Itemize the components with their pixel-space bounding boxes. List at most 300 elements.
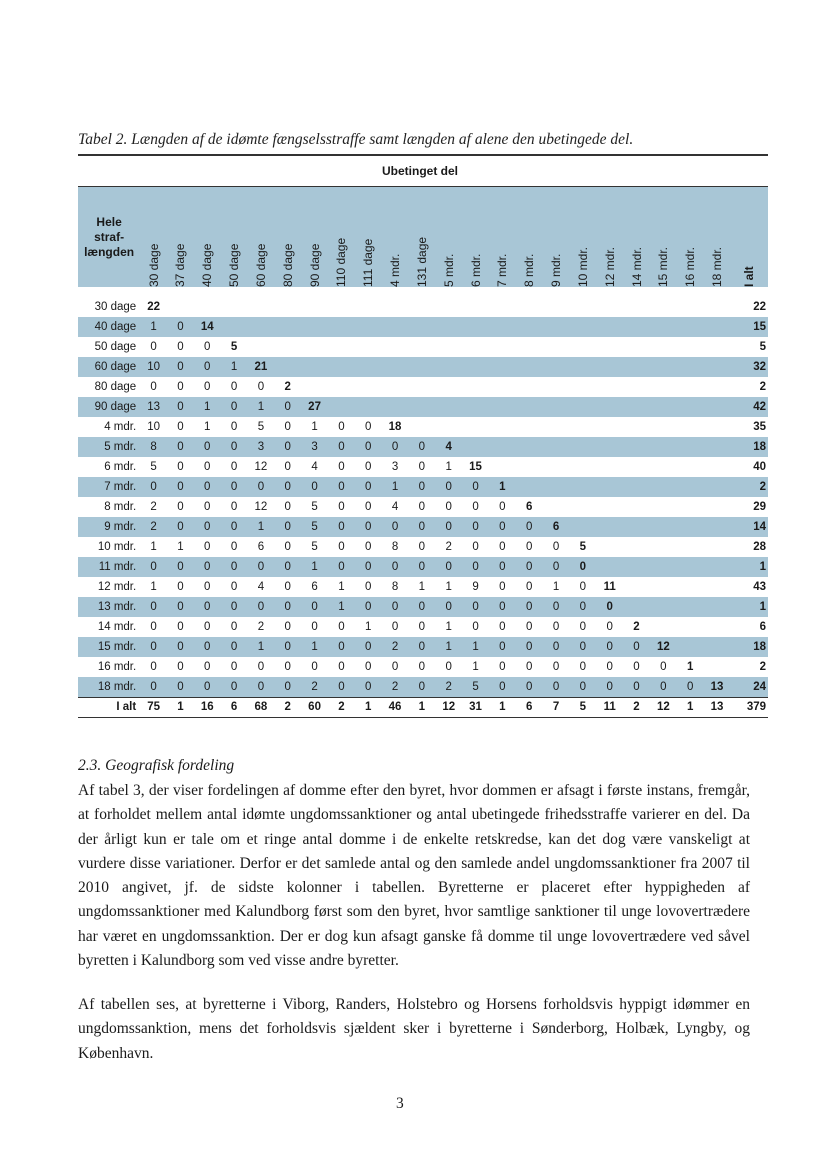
table-cell: 0 [516, 517, 543, 537]
table-cell: 0 [489, 517, 516, 537]
table-cell: 0 [418, 501, 426, 513]
table-cell: 0 [284, 421, 291, 433]
table-cell [704, 457, 731, 477]
table-cell [382, 317, 409, 337]
table-cell [301, 377, 328, 397]
table-cell [569, 377, 596, 397]
table-cell [596, 457, 623, 477]
column-header-label: 15 mdr. [656, 246, 671, 287]
corner-line-1: Hele [96, 214, 122, 229]
row-label: 18 mdr. [78, 677, 140, 697]
column-header-label: 7 mdr. [495, 253, 510, 287]
table-cell: 0 [328, 517, 355, 537]
table-cell: 8 [391, 581, 399, 593]
row-label: 80 dage [94, 381, 137, 393]
table-cell [677, 617, 704, 637]
table-cell: 0 [472, 621, 479, 633]
column-header-label: 40 dage [200, 243, 215, 287]
table-cell [408, 357, 435, 377]
table-cell: 0 [274, 397, 301, 417]
table-cell: 1 [489, 697, 516, 717]
column-header [140, 187, 167, 287]
table-cell: 2 [274, 697, 301, 717]
table-cell: 4 [257, 581, 265, 593]
table-cell [704, 637, 731, 657]
table-cell [435, 417, 462, 437]
column-header-label: 110 dage [334, 237, 349, 287]
table-cell: 0 [167, 437, 194, 457]
row-label: 6 mdr. [104, 461, 137, 473]
table-cell: 6 [221, 697, 248, 717]
table-row [78, 377, 768, 397]
column-header-label: 111 dage [361, 238, 376, 287]
table-cell: 3 [391, 461, 399, 473]
table-cell: 1 [194, 397, 221, 417]
table-cell: 3 [248, 437, 275, 457]
table-cell [462, 397, 489, 417]
table-cell [596, 477, 623, 497]
table-cell [274, 297, 301, 317]
row-total: 28 [753, 541, 766, 553]
column-header-label: 50 dage [227, 243, 242, 287]
row-label: 50 dage [94, 341, 137, 353]
table-cell [677, 297, 704, 317]
table-cell [569, 417, 596, 437]
table-cell [569, 517, 596, 537]
row-label: 7 mdr. [78, 477, 140, 497]
table-cell: 1 [301, 637, 328, 657]
table-cell: 1 [445, 461, 452, 473]
table-cell: 0 [489, 597, 516, 617]
table-cell [569, 297, 596, 317]
table-cell: 0 [150, 381, 157, 393]
table-cell: 0 [221, 477, 248, 497]
table-cell [516, 457, 543, 477]
table-cell: 0 [230, 461, 238, 473]
table-cell [543, 477, 570, 497]
table-cell [543, 357, 570, 377]
table-cell [623, 537, 650, 557]
column-header [489, 187, 516, 287]
column-header [194, 187, 221, 287]
table-cell [677, 397, 704, 417]
table-cell: 0 [194, 677, 221, 697]
table-cell: 0 [525, 581, 533, 593]
table-cell: 0 [382, 597, 409, 617]
table-cell: 0 [355, 437, 382, 457]
table-cell [328, 357, 355, 377]
table-cell: 0 [230, 421, 238, 433]
row-total: 24 [730, 677, 768, 697]
column-header [569, 187, 596, 287]
table-cell: 0 [499, 581, 506, 593]
table-cell [650, 397, 677, 417]
table-cell: 0 [623, 637, 650, 657]
table-cell: 0 [355, 557, 382, 577]
row-label: 9 mdr. [78, 517, 140, 537]
table-cell [623, 577, 650, 597]
corner-line-3: længden [84, 244, 135, 259]
table-cell [301, 317, 328, 337]
table-cell [623, 517, 650, 537]
table-cell [355, 297, 382, 317]
table-cell: 12 [650, 637, 677, 657]
table-cell: 1 [445, 581, 452, 593]
table-cell: 1 [686, 661, 694, 673]
table-cell: 0 [623, 677, 650, 697]
table-cell [650, 577, 677, 597]
table-cell [704, 437, 731, 457]
table-cell: 0 [221, 597, 248, 617]
table-cell: 0 [489, 557, 516, 577]
table-cell [704, 377, 731, 397]
table-cell [516, 337, 543, 357]
table-cell [248, 337, 275, 357]
table-cell: 18 [388, 421, 402, 433]
table-cell: 5 [230, 341, 238, 353]
table-cell [543, 457, 570, 477]
table-cell [704, 497, 731, 517]
table-cell: 2 [150, 501, 157, 513]
table-cell: 12 [254, 501, 268, 513]
table-cell: 2 [623, 697, 650, 717]
table-cell: 0 [338, 461, 345, 473]
table-cell: 1 [355, 697, 382, 717]
table-cell [704, 297, 731, 317]
row-total: 15 [730, 317, 768, 337]
table-row [78, 617, 768, 637]
table-cell: 0 [248, 597, 275, 617]
table-cell: 46 [382, 697, 409, 717]
table-cell: 0 [167, 597, 194, 617]
table-cell [596, 377, 623, 397]
table-cell [462, 377, 489, 397]
table-row [78, 657, 768, 677]
table-cell [248, 317, 275, 337]
table-cell: 0 [177, 421, 184, 433]
table-cell: 0 [167, 317, 194, 337]
table-cell: 0 [355, 677, 382, 697]
table-cell [435, 377, 462, 397]
table-cell: 0 [221, 637, 248, 657]
table-cell: 0 [274, 677, 301, 697]
table-cell [650, 497, 677, 517]
table-cell: 1 [301, 557, 328, 577]
table-cell [623, 337, 650, 357]
table-row [78, 397, 768, 417]
table-cell: 0 [365, 421, 372, 433]
table-cell [596, 357, 623, 377]
table-cell [221, 317, 248, 337]
table-cell: 0 [462, 517, 489, 537]
table-cell: 0 [284, 581, 291, 593]
table-row [78, 437, 768, 457]
table-cell: 1 [435, 637, 462, 657]
table-cell: 2 [257, 621, 265, 633]
table-cell: 2 [382, 637, 409, 657]
table-cell: 0 [499, 621, 506, 633]
table-cell: 0 [543, 677, 570, 697]
table-cell: 0 [230, 541, 238, 553]
table-cell [677, 417, 704, 437]
table-cell [650, 557, 677, 577]
table-cell: 0 [274, 597, 301, 617]
table-cell [489, 357, 516, 377]
row-total: 379 [730, 697, 768, 717]
column-header-label: 9 mdr. [549, 253, 564, 287]
column-header [462, 187, 489, 287]
column-header-label: 14 mdr. [629, 246, 644, 287]
table-cell [328, 297, 355, 317]
table-cell [489, 337, 516, 357]
table-cell: 1 [382, 477, 409, 497]
section-title: 2.3. Geografisk fordeling [78, 757, 235, 774]
corner-header [78, 187, 140, 287]
table-cell: 0 [274, 637, 301, 657]
table-cell: 0 [579, 621, 587, 633]
row-total: 40 [753, 461, 766, 473]
table-cell [623, 597, 650, 617]
table-cell [543, 377, 570, 397]
table-cell [408, 377, 435, 397]
table-cell [167, 297, 194, 317]
table-cell [704, 597, 731, 617]
table-cell: 5 [311, 541, 318, 553]
table-cell: 5 [569, 697, 596, 717]
table-cell: 0 [140, 637, 167, 657]
table-cell: 0 [516, 597, 543, 617]
table-cell: 0 [167, 637, 194, 657]
table-cell [355, 377, 382, 397]
group-header: Ubetinget del [78, 156, 768, 186]
table-cell: 1 [204, 421, 211, 433]
table-cell: 0 [445, 501, 452, 513]
table-cell: 0 [499, 501, 506, 513]
table-cell [623, 377, 650, 397]
row-total: 32 [730, 357, 768, 377]
table-cell: 0 [248, 677, 275, 697]
column-header [623, 187, 650, 287]
table-cell: 16 [194, 697, 221, 717]
table-cell [650, 517, 677, 537]
table-cell: 1 [311, 421, 318, 433]
table-cell [408, 297, 435, 317]
table-cell [274, 317, 301, 337]
table-cell [435, 337, 462, 357]
table-cell: 0 [194, 557, 221, 577]
table-cell: 0 [140, 477, 167, 497]
table-cell: 0 [274, 557, 301, 577]
table-cell [704, 417, 731, 437]
table-cell: 0 [677, 677, 704, 697]
table-cell: 0 [596, 637, 623, 657]
table-cell: 0 [472, 541, 479, 553]
table-cell: 1 [248, 397, 275, 417]
table-cell: 0 [338, 501, 345, 513]
table-cell: 0 [435, 557, 462, 577]
table-cell: 1 [472, 661, 479, 673]
table-cell: 0 [167, 517, 194, 537]
table-cell: 0 [579, 661, 587, 673]
table-cell: 6 [311, 581, 318, 593]
table-cell [516, 417, 543, 437]
column-header-label: 30 dage [146, 243, 161, 287]
table-cell [435, 297, 462, 317]
table-cell [543, 417, 570, 437]
column-header [382, 187, 409, 287]
column-header [221, 187, 248, 287]
table-cell: 5 [462, 677, 489, 697]
table-cell: 0 [418, 661, 426, 673]
table-cell [355, 337, 382, 357]
table-cell: 2 [140, 517, 167, 537]
table-cell: 27 [301, 397, 328, 417]
table-cell [569, 437, 596, 457]
table-cell: 0 [204, 621, 211, 633]
table-cell [623, 457, 650, 477]
table-cell: 0 [194, 437, 221, 457]
table-cell [516, 397, 543, 417]
table-cell: 0 [248, 477, 275, 497]
table-cell: 0 [462, 597, 489, 617]
table-cell [301, 337, 328, 357]
table-cell: 0 [355, 517, 382, 537]
row-total: 14 [730, 517, 768, 537]
table-cell [435, 397, 462, 417]
table-cell: 0 [355, 637, 382, 657]
table-cell: 0 [311, 661, 318, 673]
table-cell [596, 437, 623, 457]
table-cell: 0 [569, 597, 596, 617]
table-cell: 9 [472, 581, 479, 593]
table-cell [596, 317, 623, 337]
table-cell [382, 337, 409, 357]
table-cell: 0 [435, 517, 462, 537]
table-row [78, 477, 768, 497]
row-label: 15 mdr. [78, 637, 140, 657]
column-header-label: 18 mdr. [709, 246, 724, 287]
table-cell: 0 [543, 597, 570, 617]
table-cell: 1 [445, 621, 452, 633]
table-cell: 13 [140, 397, 167, 417]
table-cell [569, 497, 596, 517]
table-row [78, 677, 768, 697]
table-row [78, 417, 768, 437]
table-cell [516, 297, 543, 317]
table-cell: 0 [230, 621, 238, 633]
table-cell: 0 [365, 461, 372, 473]
table-cell: 0 [338, 541, 345, 553]
table-cell [677, 317, 704, 337]
table-cell [408, 317, 435, 337]
table-cell: 0 [177, 381, 184, 393]
table-cell: 0 [204, 381, 211, 393]
table-cell: 0 [150, 341, 157, 353]
row-label: 90 dage [78, 397, 140, 417]
column-header-label: 4 mdr. [388, 253, 403, 287]
column-header [543, 187, 570, 287]
table-cell [677, 477, 704, 497]
table-row [78, 697, 768, 717]
table-cell: 12 [254, 461, 268, 473]
table-cell: 1 [418, 581, 426, 593]
table-cell [677, 577, 704, 597]
table-cell [650, 297, 677, 317]
table-cell: 0 [489, 637, 516, 657]
sentence-length-table [78, 154, 768, 718]
row-label: 12 mdr. [97, 581, 137, 593]
table-cell [623, 437, 650, 457]
table-cell: 12 [435, 697, 462, 717]
column-header-label: 60 dage [253, 243, 268, 287]
table-cell: 0 [365, 661, 372, 673]
table-cell [462, 437, 489, 457]
table-cell: 0 [365, 581, 372, 593]
table-cell [435, 317, 462, 337]
table-cell: 0 [328, 437, 355, 457]
table-cell: 0 [606, 621, 613, 633]
column-header-label: 90 dage [307, 243, 322, 287]
table-cell: 0 [248, 557, 275, 577]
table-cell [704, 337, 731, 357]
column-header [328, 187, 355, 287]
table-cell [543, 437, 570, 457]
table-cell: 0 [525, 541, 533, 553]
table-cell [596, 537, 623, 557]
column-header [301, 187, 328, 287]
table-cell [569, 317, 596, 337]
table-cell: 0 [301, 597, 328, 617]
table-cell: 0 [408, 677, 435, 697]
paragraph-1: Af tabel 3, der viser fordelingen af domme efter den byret, hvor dommen er afsagt i første instans, fremgår, at forholdet mellem antal idømte ungdomssanktioner og antal ubetingede frihedsstraffe varierer en del. Da der årligt kun er tale om et ringe antal domme i de enkelte retskredse, kan det dog være vanskeligt at vurdere disse variationer. Derfor er det samlede antal og den samlede andel ungdomssanktioner fra 2007 til 2010 angivet, jf. de sidste kolonner i tabellen. Byretterne er placeret efter hyppigheden af ungdomssanktioner med Kalundborg først som den byret, hvor samtlige sanktioner til unge lovovertrædere har været en ungdomssanktion. Der er dog kun afsagt ganske få domme til unge lovovertrædere ved såvel byretten i Kalundborg som ved visse andre byretter. [78, 782, 750, 970]
table-cell [516, 477, 543, 497]
table-row [78, 457, 768, 477]
data-table [78, 187, 768, 718]
row-total: 6 [759, 621, 766, 633]
table-cell: 31 [462, 697, 489, 717]
table-cell [596, 557, 623, 577]
table-cell [489, 437, 516, 457]
table-cell: 1 [338, 581, 345, 593]
table-cell: 13 [704, 697, 731, 717]
column-header [516, 187, 543, 287]
table-cell: 5 [311, 501, 318, 513]
column-header-label: 8 mdr. [522, 253, 537, 287]
table-cell [328, 337, 355, 357]
table-cell [677, 637, 704, 657]
table-cell: 11 [603, 581, 616, 593]
column-header [704, 187, 731, 287]
table-cell [382, 377, 409, 397]
table-cell: 2 [328, 697, 355, 717]
paragraph-2: Af tabellen ses, at byretterne i Viborg, Randers, Holstebro og Horsens forholdsvis hyppigt idømmer en ungdomssanktion, mens det forholdsvis sjældent sker i byretterne i Sønderborg, Holbæk, Lyngby, og København. [78, 996, 750, 1062]
table-cell [623, 557, 650, 577]
table-cell [677, 537, 704, 557]
table-cell: 0 [204, 541, 211, 553]
table-cell: 1 [248, 517, 275, 537]
table-cell [677, 457, 704, 477]
row-label: 4 mdr. [104, 421, 137, 433]
table-cell [462, 337, 489, 357]
row-total: 35 [753, 421, 766, 433]
table-cell [462, 417, 489, 437]
table-cell: 1 [248, 637, 275, 657]
table-cell [274, 357, 301, 377]
table-cell: 0 [177, 581, 184, 593]
table-cell [704, 317, 731, 337]
table-cell: 13 [704, 677, 731, 697]
table-cell: 6 [516, 697, 543, 717]
